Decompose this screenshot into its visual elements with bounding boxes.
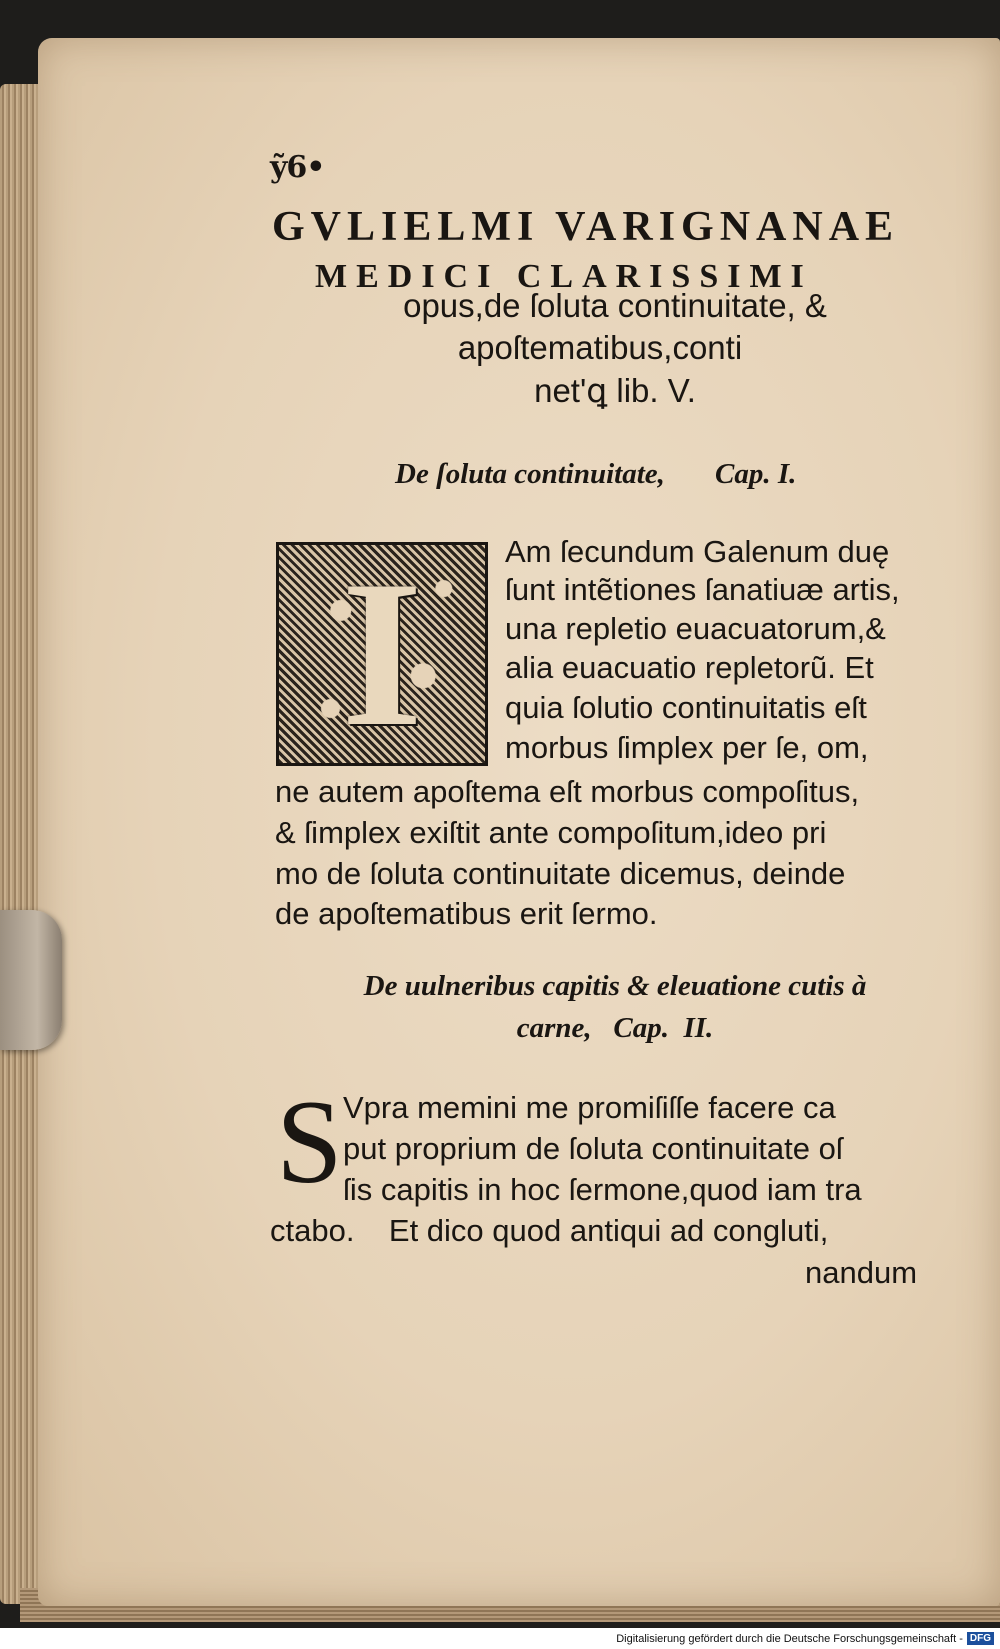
chapter-1-line: de apoſtematibus erit ſermo. — [275, 896, 658, 931]
chapter-1-line: alia euacuatio repletorũ. Et — [505, 650, 874, 685]
chapter-1-line: quia ſolutio continuitatis eſt — [505, 690, 867, 725]
chapter-1-line: Am ſecundum Galenum duę — [505, 534, 890, 569]
chapter-2-heading-line-1: De uulneribus capitis & eleuatione cutis à — [363, 970, 867, 1002]
title-line-1: GVLIELMI VARIGNANAE — [272, 204, 900, 250]
chapter-1-line: & ſimplex exiſtit ante compoſitum,ideo pri — [275, 815, 827, 850]
title-line-4: apoſtematibus,conti — [457, 329, 743, 366]
title-line-5: net'ꝗ lib. V. — [534, 372, 696, 409]
page-clip — [0, 910, 62, 1050]
chapter-1-heading-title: De ſoluta continuitate, — [395, 458, 665, 490]
title-line-2: MEDICI CLARISSIMI — [315, 258, 813, 295]
catchword: nandum — [805, 1255, 918, 1290]
chapter-1-line: ne autem apoſtema eſt morbus compoſitus, — [275, 774, 860, 809]
initial-letter-s: S — [276, 1075, 343, 1208]
page-number: ỹ6• — [270, 150, 325, 185]
title-line-3: opus,de ſoluta continuitate, & — [403, 287, 827, 324]
chapter-1-heading-cap: Cap. I. — [715, 458, 797, 490]
chapter-1-line: una repletio euacuatorum,& — [505, 611, 886, 646]
chapter-1-line: ſunt intẽtiones ſanatiuæ artis, — [505, 572, 900, 607]
chapter-2-line: ctabo. Et dico quod antiqui ad congluti, — [270, 1213, 829, 1248]
chapter-2-line: put proprium de ſoluta continuitate oſ — [343, 1131, 843, 1166]
dfg-logo[interactable]: DFG — [967, 1632, 994, 1645]
chapter-1-line: morbus ſimplex per ſe, om, — [505, 730, 869, 765]
chapter-2-heading-line-2: carne, Cap. II. — [516, 1012, 714, 1044]
decorated-initial-i — [276, 542, 488, 766]
initial-letter: I — [341, 542, 423, 766]
chapter-2-line: ſis capitis in hoc ſermone,quod iam tra — [343, 1172, 862, 1207]
footer-text: Digitalisierung gefördert durch die Deutsche Forschungsgemeinschaft - — [616, 1632, 963, 1645]
chapter-2-line: Vpra memini me promiſiſſe facere ca — [343, 1090, 836, 1125]
digitization-footer — [0, 1628, 1000, 1649]
chapter-1-line: mo de ſoluta continuitate dicemus, deinde — [275, 856, 846, 891]
